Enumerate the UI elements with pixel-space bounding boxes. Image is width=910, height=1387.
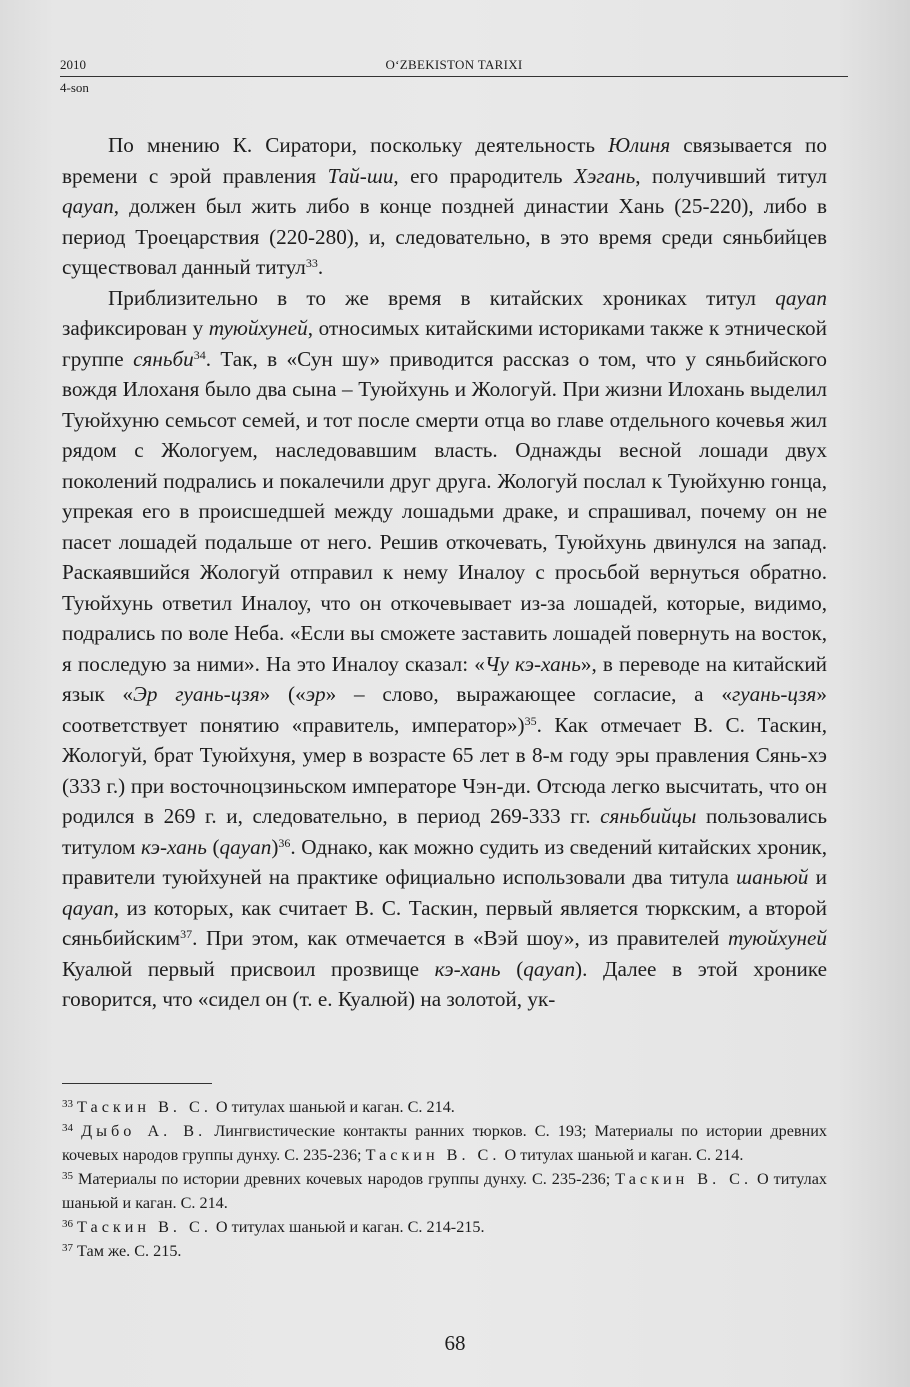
journal-title: O‘ZBEKISTON TARIXI: [385, 57, 523, 72]
paragraph-1: По мнению К. Сиратори, поскольку деятельность Юлиня связывается по времени с эрой правления Тай-ши, его прародитель Хэгань, получивший титул qayan, должен был жить либо в конце поздней династии Хань (25-220), либо в период Троецарствия (220-280), и, следовательно, в это время среди сяньбийцев существовал данный титул$^{33}$.: [62, 133, 828, 279]
footnote-ref-34: 34: [193, 347, 206, 362]
paragraph-2: Приблизительно в то же время в китайских хрониках титул qayan зафиксирован у туюйхуней, относимых китайскими историками также к этнической группе сяньби$^{34}$. Так, в «Сун шу» приводится рассказ о том, что у сяньбийского вождя Илоханя было два сына – Туюйхунь и Жологуй. При жизни Илохань выделил Туюйхуню семьсот семей, и тот после смерти отца во главе отдельного кочевья жил рядом с Жологуем, наследовавшим власть. Однажды весной лошади двух поколений подрались и покалечили друг друга. Жологуй послал к Туюйхуню гонца, упрекая его в происшедшей между лошадьми драке, и спрашивал, почему он не пасет лошадей подальше от него. Решив откочевать, Туюйхунь двинулся на запад. Раскаявшийся Жологуй отправил к нему Иналоу с просьбой вернуться обратно. Туюйхунь ответил Иналоу, что он откочевывает из-за лошадей, которые, видимо, подрались по воле Неба. «Если вы сможете заставить лошадей повернуть на восток, я последую за ними». На это Иналоу сказал: «Чу кэ-хань», в переводе на китайский язык «Эр гуань-цзя» («эр» – слово, выражающее согласие, а «гуань-цзя» соответствует понятию «правитель, император»)$^{35}$. Как отмечает В. С. Таскин, Жологуй, брат Туюйхуня, умер в возрасте 65 лет в 8-м году эры правления Сянь-хэ (333 г.) при восточноцзиньском императоре Чэн-ди. Отсюда легко высчитать, что он родился в 269 г. и, следовательно, в период 269-333 гг. сяньбийцы пользовались титулом кэ-хань (qayan)$^{36}$. Однако, как можно судить из сведений китайских хроник, правители туюйхуней на практике официально использовали два титула шаньюй и qayan, из которых, как считает В. С. Таскин, первый является тюркским, а второй сяньбийским$^{37}$. При этом, как отмечается в «Вэй шоу», из правителей туюйхуней Куалюй первый присвоил прозвище кэ-хань (qayan). Далее в этой хронике говорится, что «сидел он (т. е. Куалюй) на золотой, ук-: [62, 285, 828, 1011]
running-header: [60, 57, 848, 77]
footnote-ref-37: 37: [180, 927, 193, 941]
header-year: 2010: [60, 57, 86, 72]
issue-number: 4-son: [60, 80, 89, 95]
footnote-37: $^{37}$ Там же. С. 215.: [62, 1242, 182, 1260]
footnote-ref-36: 36: [278, 835, 291, 850]
footnote-ref-33: 33: [305, 256, 318, 270]
footnote-ref-35: 35: [524, 713, 537, 728]
footnote-33: $^{33}$ Таскин В. С. О титулах шаньюй и каган. С. 214.: [62, 1098, 455, 1116]
footnote-rule: [62, 1083, 212, 1084]
header-rule: [60, 76, 848, 77]
footnotes: [62, 1095, 827, 1263]
footnote-35: $^{35}$ Материалы по истории древних кочевых народов группы дунху. С. 235-236; Таскин В. С. О титулах шаньюй и каган. С. 214.: [62, 1170, 828, 1212]
footnote-34: $^{34}$ Дыбо А. В. Лингвистические контакты ранних тюрков. С. 193; Материалы по истории древних кочевых народов группы дунху. С. 235-236; Таскин В. С. О титулах шаньюй и каган. С. 214.: [62, 1122, 827, 1164]
body-text: [62, 130, 827, 1015]
footnote-36: $^{36}$ Таскин В. С. О титулах шаньюй и каган. С. 214-215.: [62, 1218, 485, 1236]
page-number: 68: [444, 1331, 466, 1355]
